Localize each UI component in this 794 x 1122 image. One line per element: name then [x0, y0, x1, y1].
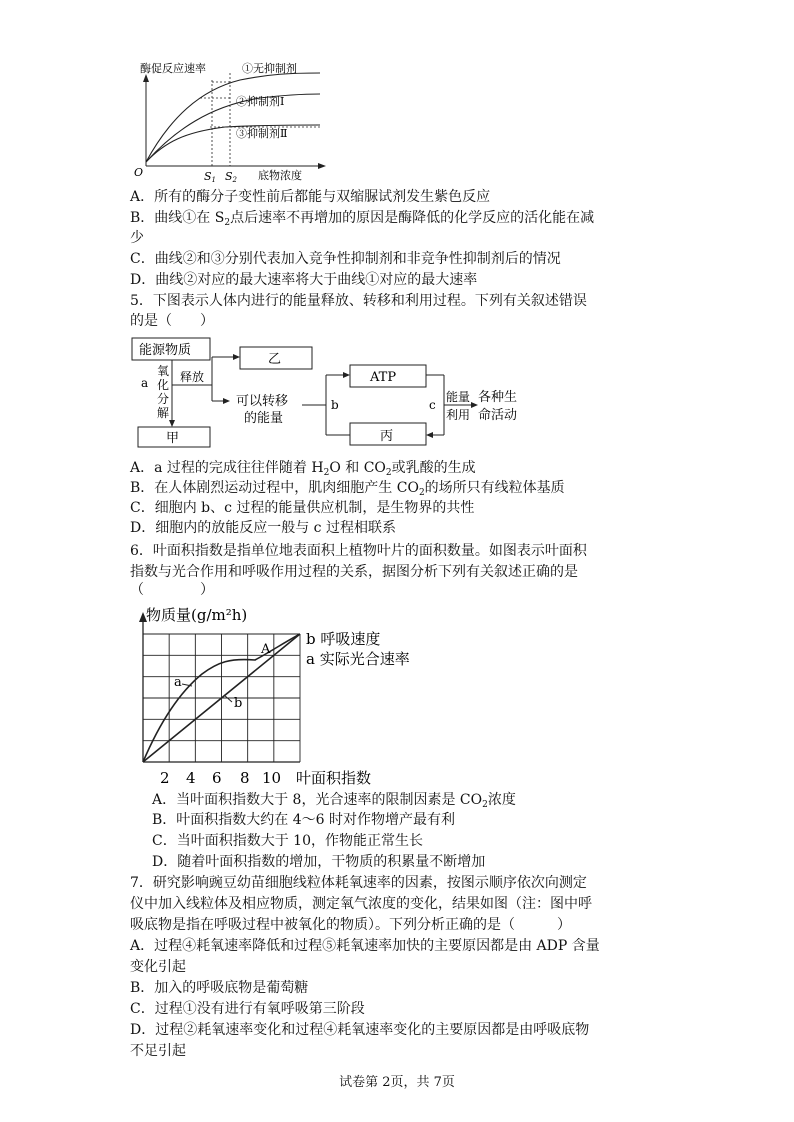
fig3-tick-10: 10	[262, 769, 282, 787]
q4-option-a: A．所有的酶分子变性前后都能与双缩脲试剂发生紫色反应	[130, 189, 491, 205]
fig2-oxid-2: 化	[157, 378, 170, 392]
q6-option-a: A．当叶面积指数大于 8，光合速率的限制因素是 $CO_2$浓度	[152, 792, 516, 810]
fig3-legend-a: a 实际光合速率	[306, 650, 410, 668]
fig1-xlabel: 底物浓度	[258, 169, 302, 182]
fig2-label-a: a	[141, 376, 149, 390]
q6-option-c: C．当叶面积指数大于 10，作物能正常生长	[152, 833, 423, 849]
fig2-release: 释放	[180, 370, 205, 384]
q5-option-b: B．在人体剧烈运动过程中，肌肉细胞产生 $CO_2$的场所只有线粒体基质	[130, 480, 565, 498]
fig2-bing: 丙	[380, 429, 394, 444]
fig3-tick-2: 2	[160, 769, 170, 787]
q5-stem-line1: 5．下图表示人体内进行的能量释放、转移和利用过程。下列有关叙述错误	[130, 293, 587, 309]
fig1-s2-sub: 2	[232, 176, 238, 184]
fig3-tick-8: 8	[240, 769, 250, 787]
fig3-ylabel: 物质量(g/m²h)	[146, 606, 248, 624]
svg-text:S2	[225, 170, 238, 184]
fig2-jia: 甲	[166, 431, 180, 446]
q6-stem-line1: 6．叶面积指数是指单位地表面积上植物叶片的面积数量。如图表示叶面积	[130, 543, 587, 559]
q6-option-b: B．叶面积指数大约在 4～6 时对作物增产最有利	[152, 812, 456, 828]
q7-option-c: C．过程①没有进行有氧呼吸第三阶段	[130, 1001, 365, 1017]
fig1-curve3-label: ③抑制剂Ⅱ	[236, 127, 288, 140]
fig2-oxid-4: 解	[157, 406, 170, 420]
fig1-s2: S	[225, 170, 233, 183]
fig2-transfer-1: 可以转移	[236, 394, 289, 409]
fig3-xlabel: 叶面积指数	[296, 769, 372, 787]
enzyme-rate-figure	[130, 58, 330, 186]
fig2-life-2: 命活动	[478, 408, 518, 423]
q7-stem-line2: 仪中加入线粒体及相应物质，测定氧气浓度的变化，结果如图（注：图中呼	[130, 896, 592, 912]
fig2-label-c: c	[429, 398, 436, 412]
page-footer: 试卷第 2页，共 7页	[339, 1075, 455, 1090]
q4-option-d: D．曲线②对应的最大速率将大于曲线①对应的最大速率	[130, 272, 478, 288]
fig2-oxid-1: 氧	[157, 364, 170, 378]
q7-option-a-cont: 变化引起	[130, 959, 186, 975]
q7-option-d-cont: 不足引起	[130, 1043, 186, 1059]
fig2-yi: 乙	[268, 352, 282, 367]
fig2-source: 能源物质	[139, 343, 192, 358]
fig1-curve2-label: ②抑制剂Ⅰ	[236, 95, 285, 108]
svg-text:S1	[204, 170, 216, 184]
fig3-label-a: a	[174, 675, 182, 690]
q5-option-c: C．细胞内 b、c 过程的能量供应机制，是生物界的共性	[130, 500, 475, 516]
fig1-origin: O	[134, 166, 144, 179]
q5-option-a: A．a 过程的完成往往伴随着 $H_2O$ 和 $CO_2$或乳酸的生成	[130, 460, 476, 478]
fig2-transfer-2: 的能量	[244, 411, 284, 426]
fig3-tick-6: 6	[212, 769, 222, 787]
energy-flow-figure	[130, 335, 550, 453]
fig1-curve1-label: ①无抑制剂	[242, 62, 297, 75]
fig1-s1: S	[204, 170, 212, 183]
q4-option-b-cont: 少	[130, 230, 144, 246]
fig2-energy-2: 利用	[446, 408, 471, 422]
q6-stem-line2: 指数与光合作用和呼吸作用过程的关系，据图分析下列有关叙述正确的是	[130, 564, 578, 580]
q4-option-c: C．曲线②和③分别代表加入竞争性抑制剂和非竞争性抑制剂后的情况	[130, 251, 561, 267]
fig3-legend-b: b 呼吸速度	[306, 630, 381, 648]
fig2-atp: ATP	[370, 370, 397, 385]
fig3-tick-4: 4	[186, 769, 196, 787]
q7-option-d: D．过程②耗氧速率变化和过程④耗氧速率变化的主要原因都是由呼吸底物	[130, 1022, 590, 1038]
fig3-label-b: b	[234, 696, 243, 711]
fig3-label-A: A	[261, 642, 271, 657]
fig1-ylabel: 酶促反应速率	[140, 62, 206, 75]
fig2-energy-1: 能量	[446, 390, 471, 404]
q7-stem-line1: 7．研究影响豌豆幼苗细胞线粒体耗氧速率的因素，按图示顺序依次向测定	[130, 875, 587, 891]
q6-option-d: D．随着叶面积指数的增加，干物质的积累量不断增加	[152, 854, 486, 870]
q7-stem-line3: 吸底物是指在呼吸过程中被氧化的物质）。下列分析正确的是（ ）	[130, 917, 571, 933]
fig1-s1-sub: 1	[211, 176, 217, 184]
fig2-life-1: 各种生	[478, 390, 518, 405]
q5-option-d: D．细胞内的放能反应一般与 c 过程相联系	[130, 520, 396, 536]
q5-stem-line2: 的是（ ）	[130, 313, 214, 329]
q4-option-b: B．曲线①在 $S_2$点后速率不再增加的原因是酶降低的化学反应的活化能在减	[130, 210, 595, 228]
q7-option-a: A．过程④耗氧速率降低和过程⑤耗氧速率加快的主要原因都是由 ADP 含量	[130, 938, 600, 954]
fig2-label-b: b	[331, 398, 339, 412]
q6-stem-line3: （ ）	[130, 582, 214, 598]
q7-option-b: B．加入的呼吸底物是葡萄糖	[130, 980, 309, 996]
fig2-oxid-3: 分	[157, 392, 170, 406]
leaf-area-chart	[130, 602, 430, 788]
